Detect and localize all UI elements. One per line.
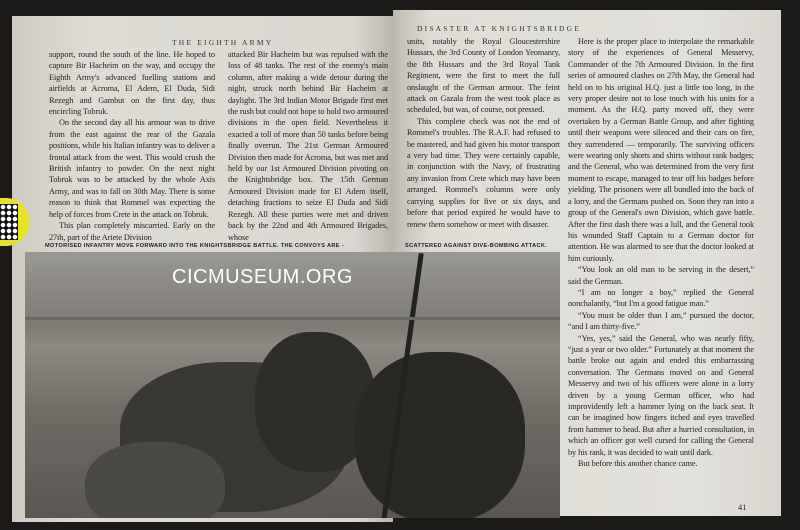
left-column-2 bbox=[228, 49, 388, 243]
paragraph: This complete check was not the end of Rommel's troubles. The R.A.F. had refused to be mastered, and had given his motor transport a very bad time. They were certainly capable, in conjunction with the Navy, of frustrating any invasion from Crete which may have been arranged. Rommel's columns were only carrying supplies for five or six days, and before that period expired he would have to renew them somehow or meet with disaster. bbox=[407, 116, 560, 229]
photo-caption-left: MOTORISED INFANTRY MOVE FORWARD INTO THE KNIGHTSBRIDGE BATTLE. THE CONVOYS ARE - bbox=[45, 243, 344, 249]
left-column-1 bbox=[49, 49, 215, 243]
desert-convoy-photo bbox=[25, 252, 560, 518]
paragraph: support, round the south of the line. He hoped to capture Bir Hacheim on the way, and occupy the Eighth Army's advanced fuelling stations and airfields at Acroma, El Adem, El Duda, Sidi Rezegh and Gambut on the first day, thus encircling Tobruk. bbox=[49, 50, 215, 117]
paragraph: attacked Bir Hacheim but was repulsed with the loss of 48 tanks. The rest of the enemy's main column, after making a wide detour during the night, struck north behind Bir Hacheim at daylight. The 3rd Indian Motor Brigade first met the rush but could not hope to hold two armoured divisions in the open field. Nevertheless it exacted a toll of more than 50 tanks before being finally overrun. The 21st German Armoured Division then made for Acroma, but was met and held by our 1st Armoured Division pivoting on the Knightsbridge box. The 15th German Armoured Division made for El Adem itself, detaching fractions to seize El Duda and Sidi Rezegh. All these parties were met and driven back by the 22nd and 4th Armoured Brigades, whose bbox=[228, 50, 388, 242]
running-head-left: THE EIGHTH ARMY bbox=[172, 38, 274, 47]
paragraph: “You must be older than I am,” pursued the doctor, “and I am thirty-five.” bbox=[568, 310, 754, 332]
paragraph: “You look an old man to be serving in the desert,” said the German. bbox=[568, 265, 754, 286]
photo-caption-right: SCATTERED AGAINST DIVE-BOMBING ATTACK. bbox=[405, 243, 548, 249]
paragraph: Here is the proper place to interpolate the remarkable story of the experiences of General Messervy, Commander of the 7th Armoured Division. In the first series of armoured clashes on 27th May, the General had held on to his original H.Q. just a little too long, in the very proper desire not to lose touch with his units for a moment. As the H.Q. party moved off, they were overtaken by a German Battle Group, and after fighting until their weapons were silenced and their cars on fire, they surrendered — temporarily. The surviving officers were wearing only shorts and shirts without rank badges; and the General, who was determined from the very first moment to escape, managed to tear off his badges before yielding. The prisoners were all bundled into the back of a lorry, and the Germans pushed on. Soon they ran into a group of the General's own Division, which gave battle. After the first dash there was a lull, and the General took his wounded Staff Captain to a German doctor for attention. He was alarmed to see that the doctor looked at him curiously. bbox=[568, 37, 754, 263]
watermark: CICMUSEUM.ORG bbox=[172, 266, 353, 288]
paragraph: This plan completely miscarried. Early on the 27th, part of the Ariete Division bbox=[49, 221, 215, 242]
paragraph: units, notably the Royal Gloucestershire Hussars, the 3rd County of London Yeomanry, the 8th Hussars and the 3rd Royal Tank Regiment, were the first to meet the full onslaught of the German armour. The feint attack on Gazala from the west took place as scheduled, but was, of course, not pressed. bbox=[407, 37, 560, 115]
paragraph: “Yes, yes,” said the General, who was nearly fifty, “just a year or two older.” Fortunately at that moment the battle broke out again and ended this embarrassing conversation. The Germans moved on and General Messervy and two of his officers were alone in a lorry driven by a young German officer, who had improvidently left a hammer lying on the back seat. It can be imagined how fingers itched and eyes travelled from hammer to head. But after a hurried consultation, in which an officer got well cursed for calling the General by his rank, it was decided to wait until dark. bbox=[568, 333, 754, 457]
running-head-right: DISASTER AT KNIGHTSBRIDGE bbox=[417, 24, 582, 33]
right-column-2 bbox=[568, 36, 754, 469]
paragraph: On the second day all his armour was to drive from the east against the rear of the Gazala positions, while his Italian infantry was to deliver a frontal attack from the west. This would crush the British infantry to powder. On the next night Tobruk was to be attacked by the whole Axis Army, and was to fall on 30th May. There is some reason to think that Rommel was expecting the help of forces from Crete in the attack on Tobruk. bbox=[49, 118, 215, 219]
paragraph: “I am no longer a boy,” replied the General nonchalantly, “but I'm a good fatigue man.” bbox=[568, 287, 754, 309]
right-column-1 bbox=[407, 36, 560, 230]
paragraph: But before this another chance came. bbox=[578, 459, 698, 469]
page-number: 41 bbox=[738, 502, 747, 512]
